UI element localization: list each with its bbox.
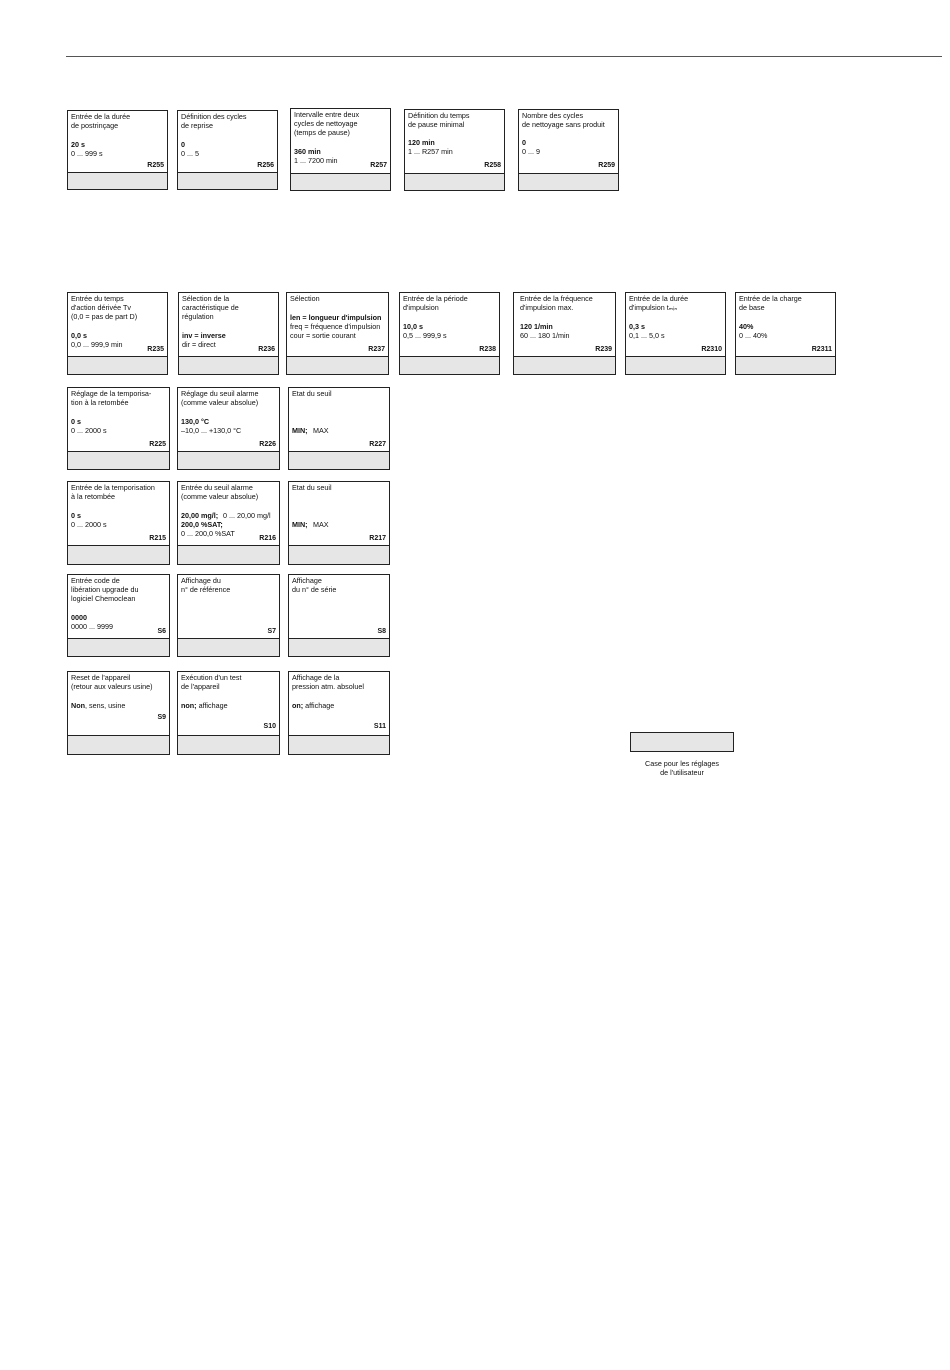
param-default: 0	[181, 140, 185, 149]
user-setting-field[interactable]	[626, 357, 725, 374]
param-option-rest: , sens, usine	[84, 701, 126, 710]
param-default: inv = inverse	[182, 331, 226, 340]
param-content	[289, 388, 389, 452]
param-range: 0,5 ... 999,9 s	[403, 331, 447, 340]
user-setting-field[interactable]	[519, 174, 618, 190]
param-box-r237	[286, 292, 389, 375]
param-title: Réglage de la temporisa- tion à la retombée	[71, 389, 152, 407]
param-box-r239	[513, 292, 616, 375]
param-code: R259	[598, 162, 615, 169]
user-setting-field[interactable]	[400, 357, 499, 374]
param-code: R216	[259, 535, 276, 542]
param-title: Exécution d'un test de l'appareil	[181, 673, 242, 691]
param-box-s7	[177, 574, 280, 657]
param-code: S11	[373, 723, 386, 730]
param-option-default: on;	[292, 701, 304, 710]
param-code: R2310	[701, 346, 722, 353]
user-setting-field[interactable]	[289, 639, 389, 656]
user-setting-field[interactable]	[68, 639, 169, 656]
param-code: S10	[263, 723, 276, 730]
param-default-alt: 200,0 %SAT;	[181, 520, 223, 529]
param-box-r2311	[735, 292, 836, 375]
param-code: R255	[147, 162, 164, 169]
param-default: 120 min	[408, 138, 435, 147]
param-box-r236	[178, 292, 279, 375]
param-box-s10	[177, 671, 280, 755]
param-code: R225	[149, 441, 166, 448]
param-title: Entrée de la période d'impulsion	[403, 294, 468, 312]
param-title: Intervalle entre deux cycles de nettoyage (temps de pause)	[294, 110, 360, 137]
param-title: Sélection	[290, 294, 320, 303]
user-setting-field[interactable]	[289, 546, 389, 564]
param-content	[68, 111, 167, 173]
user-setting-field[interactable]	[178, 639, 279, 656]
param-content	[68, 293, 167, 357]
param-range: 0 ... 2000 s	[71, 426, 107, 435]
param-title: Etat du seuil	[292, 389, 332, 398]
param-content	[289, 575, 389, 639]
param-range: 0,1 ... 5,0 s	[629, 331, 665, 340]
param-content	[400, 293, 499, 357]
param-box-r2310	[625, 292, 726, 375]
user-setting-field[interactable]	[68, 546, 169, 564]
param-content	[68, 672, 169, 736]
param-content	[178, 111, 277, 173]
param-default: 360 min	[294, 147, 321, 156]
param-content	[289, 482, 389, 546]
param-default: 0 s	[71, 511, 81, 520]
legend-caption: Case pour les réglages de l'utilisateur	[645, 759, 719, 777]
param-content	[514, 293, 615, 357]
param-range: 1 ... 7200 min	[294, 156, 338, 165]
param-range: MAX	[313, 520, 329, 529]
param-title: Entrée du seuil alarme (comme valeur absolue)	[181, 483, 259, 501]
param-default: MIN;	[292, 426, 308, 435]
param-options	[181, 701, 278, 710]
param-content	[519, 110, 618, 174]
param-box-r259	[518, 109, 619, 191]
user-setting-field[interactable]	[68, 173, 167, 189]
user-setting-field[interactable]	[178, 452, 279, 469]
param-code: R238	[479, 346, 496, 353]
param-content	[178, 575, 279, 639]
param-default: 40%	[739, 322, 754, 331]
param-box-r235	[67, 292, 168, 375]
param-code: R257	[370, 162, 387, 169]
param-range: 0 ... 20,00 mg/l	[223, 511, 271, 520]
param-title: Définition du temps de pause minimal	[408, 111, 470, 129]
param-code: S6	[157, 628, 166, 635]
param-content	[291, 109, 390, 174]
param-box-r238	[399, 292, 500, 375]
user-setting-field[interactable]	[178, 736, 279, 754]
param-title: Affichage de la pression atm. absoluel	[292, 673, 364, 691]
param-code: R217	[369, 535, 386, 542]
param-content	[287, 293, 388, 357]
param-code: R235	[147, 346, 164, 353]
param-code: R256	[257, 162, 274, 169]
user-setting-field[interactable]	[178, 173, 277, 189]
param-code: S7	[267, 628, 276, 635]
param-title: Affichage du n° de référence	[181, 576, 231, 594]
param-title: Entrée de la durée de postrinçage	[71, 112, 131, 130]
param-default: len = longueur d'impulsion	[290, 313, 382, 322]
param-range: 0,0 ... 999,9 min	[71, 340, 123, 349]
user-setting-field[interactable]	[287, 357, 388, 374]
user-setting-field[interactable]	[178, 546, 279, 564]
param-content	[289, 672, 389, 736]
param-box-r255	[67, 110, 168, 190]
param-box-s6	[67, 574, 170, 657]
param-title: Entrée de la fréquence d'impulsion max.	[520, 294, 593, 312]
param-box-r226	[177, 387, 280, 470]
user-setting-field[interactable]	[289, 736, 389, 754]
param-content	[179, 293, 278, 357]
param-code: R239	[595, 346, 612, 353]
param-default: 130,0 °C	[181, 417, 210, 426]
param-range: MAX	[313, 426, 329, 435]
param-title: Réglage du seuil alarme (comme valeur absolue)	[181, 389, 259, 407]
param-content	[626, 293, 725, 357]
param-default: 0000	[71, 613, 87, 622]
param-range: 0000 ... 9999	[71, 622, 113, 631]
param-code: S9	[157, 714, 166, 721]
param-default: MIN;	[292, 520, 308, 529]
user-setting-field[interactable]	[68, 357, 167, 374]
param-code: R227	[369, 441, 386, 448]
param-box-s9	[67, 671, 170, 755]
param-title: Entrée du temps d'action dérivée Tv (0,0 = pas de part D)	[71, 294, 138, 321]
param-content	[178, 388, 279, 452]
param-options	[71, 701, 168, 710]
param-box-s11	[288, 671, 390, 755]
param-title: Entrée de la charge de base	[739, 294, 802, 312]
param-range: dir = direct	[182, 340, 216, 349]
user-setting-field[interactable]	[289, 452, 389, 469]
param-code: S8	[377, 628, 386, 635]
param-box-r258	[404, 109, 505, 191]
user-setting-field[interactable]	[68, 736, 169, 754]
param-box-r256	[177, 110, 278, 190]
param-content	[405, 110, 504, 174]
param-box-r217	[288, 481, 390, 565]
param-title: Entrée code de libération upgrade du logiciel Chemoclean	[71, 576, 139, 603]
header-rule	[66, 56, 942, 57]
param-box-r227	[288, 387, 390, 470]
user-setting-field[interactable]	[291, 174, 390, 190]
param-range: 60 ... 180 1/min	[520, 331, 570, 340]
param-default: 10,0 s	[403, 322, 423, 331]
user-setting-field[interactable]	[179, 357, 278, 374]
user-setting-field[interactable]	[736, 357, 835, 374]
param-option-rest: affichage	[303, 701, 335, 710]
param-box-r257	[290, 108, 391, 191]
param-title: Entrée de la temporisation à la retombée	[71, 483, 155, 501]
param-title: Définition des cycles de reprise	[181, 112, 247, 130]
param-box-s8	[288, 574, 390, 657]
param-default: 0	[522, 138, 526, 147]
param-box-r225	[67, 387, 170, 470]
param-code: R258	[484, 162, 501, 169]
param-box-r215	[67, 481, 170, 565]
param-title: Etat du seuil	[292, 483, 332, 492]
param-option-rest: affichage	[196, 701, 228, 710]
param-range-alt: 0 ... 200,0 %SAT	[181, 529, 235, 538]
param-range: –10,0 ... +130,0 °C	[181, 426, 242, 435]
param-content	[68, 388, 169, 452]
param-content	[178, 672, 279, 736]
param-code: R236	[258, 346, 275, 353]
param-default: 0,0 s	[71, 331, 87, 340]
param-default: 0,3 s	[629, 322, 645, 331]
param-range: 0 ... 40%	[739, 331, 768, 340]
param-range: 0 ... 2000 s	[71, 520, 107, 529]
param-content	[736, 293, 835, 357]
param-code: R237	[368, 346, 385, 353]
param-content	[68, 482, 169, 546]
param-code: R2311	[811, 346, 832, 353]
user-setting-field[interactable]	[405, 174, 504, 190]
param-range: 0 ... 999 s	[71, 149, 103, 158]
param-option-default: non;	[181, 701, 197, 710]
param-option-default: Non	[71, 701, 85, 710]
legend-swatch	[630, 732, 734, 752]
param-code: R226	[259, 441, 276, 448]
param-code: R215	[149, 535, 166, 542]
param-range: freq = fréquence d'impulsion cour = sortie courant	[290, 322, 381, 340]
param-range: 0 ... 9	[522, 147, 540, 156]
param-content	[178, 482, 279, 546]
user-setting-field[interactable]	[514, 357, 615, 374]
param-default: 20 s	[71, 140, 85, 149]
param-title: Entrée de la durée d'impulsion tₘᵢₙ	[629, 294, 689, 312]
param-default: 0 s	[71, 417, 81, 426]
param-options	[292, 701, 388, 710]
param-title: Nombre des cycles de nettoyage sans produit	[522, 111, 605, 129]
param-range: 0 ... 5	[181, 149, 199, 158]
param-title: Affichage du n° de série	[292, 576, 337, 594]
param-content	[68, 575, 169, 639]
param-title: Reset de l'appareil (retour aux valeurs usine)	[71, 673, 153, 691]
param-range: 1 ... R257 min	[408, 147, 453, 156]
param-title: Sélection de la caractéristique de régulation	[182, 294, 239, 321]
param-default: 120 1/min	[520, 322, 553, 331]
user-setting-field[interactable]	[68, 452, 169, 469]
param-default: 20,00 mg/l;	[181, 511, 219, 520]
param-box-r216	[177, 481, 280, 565]
